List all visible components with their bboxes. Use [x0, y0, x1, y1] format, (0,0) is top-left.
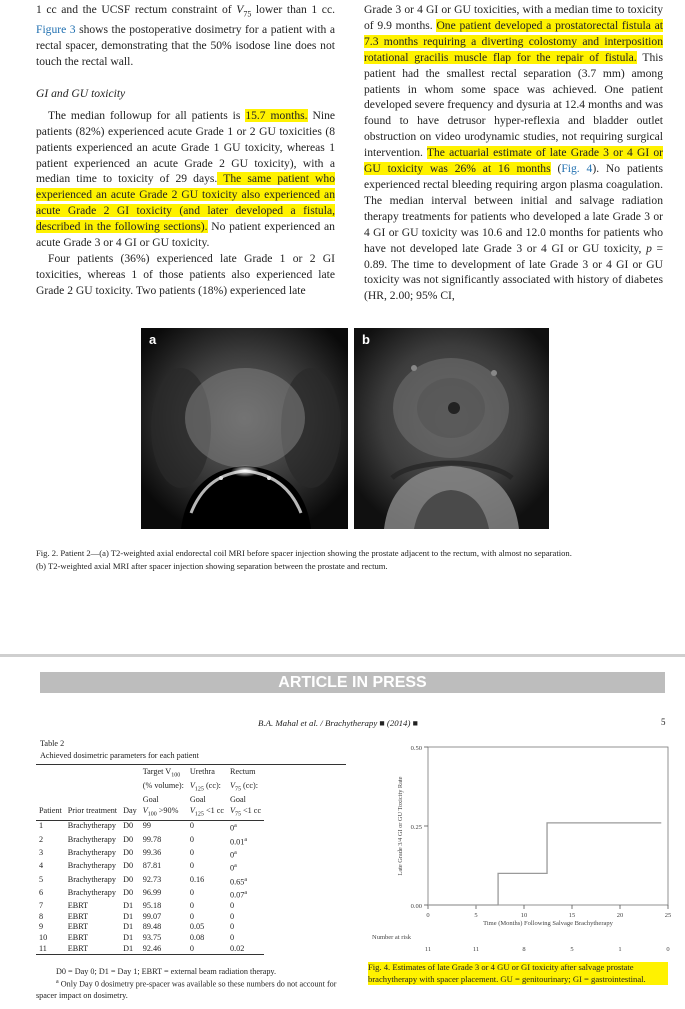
panel-label-a: a: [149, 332, 157, 347]
figure-2-caption: Fig. 2. Patient 2—(a) T2-weighted axial endorectal coil MRI before spacer injection showing the prostate adjacent to the rectum, with almost no separation. (b) T2-weighted axial MRI after spacer injection showing separation between the prostate and rectum.: [36, 548, 572, 571]
highlight-followup: 15.7 months.: [245, 108, 308, 122]
table-row: 9 EBRT D1 89.48 0.05 0: [39, 922, 235, 932]
table-row: 6 Brachytherapy D0 96.99 0 0.07$^a$: [39, 887, 247, 900]
table-row: 1 Brachytherapy D0 99 0 0$^a$: [39, 821, 237, 834]
x-tick-label: 0: [426, 912, 430, 919]
y-axis-label: Late Grade 3/4 GI or GU Toxicity Rate: [397, 776, 404, 876]
paragraph-late-toxicity: Four patients (36%) experienced late Grade 1 or 2 GI toxicities, whereas 1 of those patients also experienced late Grade 2 GU toxicity. Two patients (18%) experienced late: [36, 252, 335, 297]
highlight-fistula: One patient developed a prostatorectal fistula at 7.3 months requiring a diverting colostomy and interposition rotational gracilis muscle flap for the repair of fistula.: [364, 18, 664, 64]
number-at-risk-value: 5: [570, 946, 574, 953]
x-axis-label: Time (Months) Following Salvage Brachytherapy: [483, 920, 613, 927]
number-at-risk-value: 11: [472, 946, 480, 953]
number-at-risk-label: Number at risk: [372, 934, 411, 941]
table-2-title: Table 2: [40, 739, 65, 748]
section-heading: GI and GU toxicity: [36, 86, 126, 100]
table-row: 11 EBRT D1 92.46 0 0.02: [36, 944, 264, 955]
highlight-actuarial: The actuarial estimate of late Grade 3 or 4 GI or GU toxicity was 26% at 16 months: [364, 146, 664, 176]
figure-4-link[interactable]: Fig. 4: [561, 162, 593, 176]
number-at-risk-value: 0: [666, 946, 670, 953]
article-in-press-banner: ARTICLE IN PRESS: [40, 672, 665, 693]
x-tick-label: 5: [474, 912, 478, 919]
page-number: 5: [661, 717, 666, 727]
x-tick-label: 20: [616, 912, 624, 919]
table-row: 10 EBRT D1 93.75 0.08 0: [39, 933, 235, 943]
highlight-acute-grade2: The same patient who experienced an acute Grade 2 GU toxicity also experienced an acute Grade 2 GI toxicity (and later developed a fistula, described in the following sections).: [36, 172, 336, 234]
figure-3-link[interactable]: Figure 3: [36, 23, 76, 37]
table-top-rule: [36, 764, 346, 765]
dosimetry-table: Target $V_{100}$ Urethra Rectum (% volume): $V_{125}$ (cc): $V_{75}$ (cc): Goal Goal Goal Patient Prior treatment Day $V_{100} >90\%$ $V_{125} <1$ cc $V_{75} <1$ cc 1 Brachytherapy D0 99 0 0$^a$ 2 Brachytherapy D0 99.78 0 0.01$^a$ 3 Brachytherapy D0 99.36 0 0$^a$ 4 Brachytherapy D0 87.81 0 0$^a$ 5 Brachytherapy D0 92.73 0.16 0.65$^a$ 6 Brachytherapy D0 96.99 0 0.07$^a$ 7 EBRT D1 95.18 0 0 8 EBRT D1 99.07 0 0 9 EBRT D1 89.48 0.05 0 10 EBRT D1 93.75 0.08 0 11 EBRT D1 92.46 0 0.02: [36, 767, 264, 955]
running-head: B.A. Mahal et al. / Brachytherapy ■ (2014) ■: [258, 718, 418, 728]
y-tick-label: 0.25: [410, 824, 422, 831]
paragraph-dosimetry: 1 cc and the UCSF rectum constraint of $V_{75}$ lower than 1 cc. Figure 3 shows the postoperative dosimetry for a patient with a rectal spacer, demonstrating that the 50% isodose line does not touch the rectal wall.: [36, 3, 336, 69]
x-tick-label: 10: [520, 912, 528, 919]
mri-panel-b: [354, 328, 549, 529]
page-separator: [0, 654, 685, 657]
mri-before-spacer-image: [141, 328, 348, 529]
table-row: 8 EBRT D1 99.07 0 0: [39, 911, 235, 921]
table-footnotes: D0 = Day 0; D1 = Day 1; EBRT = external beam radiation therapy. $^a$ Only Day 0 dosimetry pre-spacer was available so these numbers do not account for spacer impact on dosimetry.: [36, 967, 337, 1000]
mri-after-spacer-image: [354, 328, 549, 529]
paragraph-late-grade3: Grade 3 or 4 GI or GU toxicities, with a median time to toxicity of 9.9 months. One patient developed a prostatorectal fistula at 7.3 months requiring a diverting colostomy and interposition rotational gracilis muscle flap for the repair of fistula. This patient had the smallest rectal separation (3.7 mm) among patients in whom some space was achieved. One patient developed severe frequency and dysuria at 12.4 months and was found to have detrusor hyper-reflexia and bladder outlet obstruction on video urodynamic studies, not requiring surgical intervention. The actuarial estimate of late Grade 3 or 4 GI or GU toxicity was 26% at 16 months (Fig. 4). No patients experienced rectal bleeding requiring argon plasma coagulation. The median interval between initial and salvage radiation therapy treatments for patients who developed a late Grade 3 or 4 GI or GU toxicity was 10.6 and 12.0 months for patients who have not developed late Grade 3 or 4 GI or GU toxicity, p = 0.89. The time to development of late Grade 3 or 4 GI or GU toxicity was not significantly associated with history of diabetes (HR, 2.00; 95% CI,: [364, 3, 664, 303]
x-tick-label: 15: [568, 912, 576, 919]
toxicity-step-line: [428, 823, 661, 905]
number-at-risk-value: 1: [618, 946, 622, 953]
x-tick-label: 25: [664, 912, 672, 919]
figure-4-caption: Fig. 4. Estimates of late Grade 3 or 4 GU or GI toxicity after salvage prostate brachytherapy with spacer placement. GU = genitourinary; GI = gastrointestinal.: [368, 962, 668, 985]
table-2-subtitle: Achieved dosimetric parameters for each patient: [40, 751, 199, 760]
table-row: 2 Brachytherapy D0 99.78 0 0.01$^a$: [39, 834, 247, 847]
y-tick-label: 0.00: [410, 903, 422, 910]
table-row: 7 EBRT D1 95.18 0 0: [39, 901, 235, 911]
table-header-row: Target $V_{100}$ Urethra Rectum: [36, 767, 264, 781]
table-row: 4 Brachytherapy D0 87.81 0 0$^a$: [39, 861, 237, 874]
y-tick-label: 0.50: [410, 745, 422, 752]
plot-frame: [428, 747, 668, 905]
header-target: Target $V_{100}$: [142, 767, 181, 779]
panel-label-b: b: [362, 332, 370, 347]
number-at-risk-value: 8: [522, 946, 526, 953]
toxicity-step-chart: [364, 733, 674, 958]
paragraph-toxicity: The median followup for all patients is 15.7 months. Nine patients (82%) experienced acute Grade 1 or 2 GU toxicities (8 patients experienced an acute Grade 1 GU toxicity, whereas 1 patient experienced an acute Grade 2 GU toxicity), with a median time to toxicity of 29 days. The same patient who experienced an acute Grade 2 GU toxicity also experienced an acute Grade 2 GI toxicity (and later developed a fistula, described in the following sections). No patient experienced an acute Grade 3 or 4 GI or GU toxicity.: [36, 108, 336, 250]
number-at-risk-value: 11: [424, 946, 432, 953]
mri-panel-a: [141, 328, 348, 529]
right-column: [364, 2, 663, 304]
left-column: [36, 2, 335, 299]
table-row: 3 Brachytherapy D0 99.36 0 0$^a$: [39, 847, 237, 860]
table-row: 5 Brachytherapy D0 92.73 0.16 0.65$^a$: [39, 874, 247, 887]
